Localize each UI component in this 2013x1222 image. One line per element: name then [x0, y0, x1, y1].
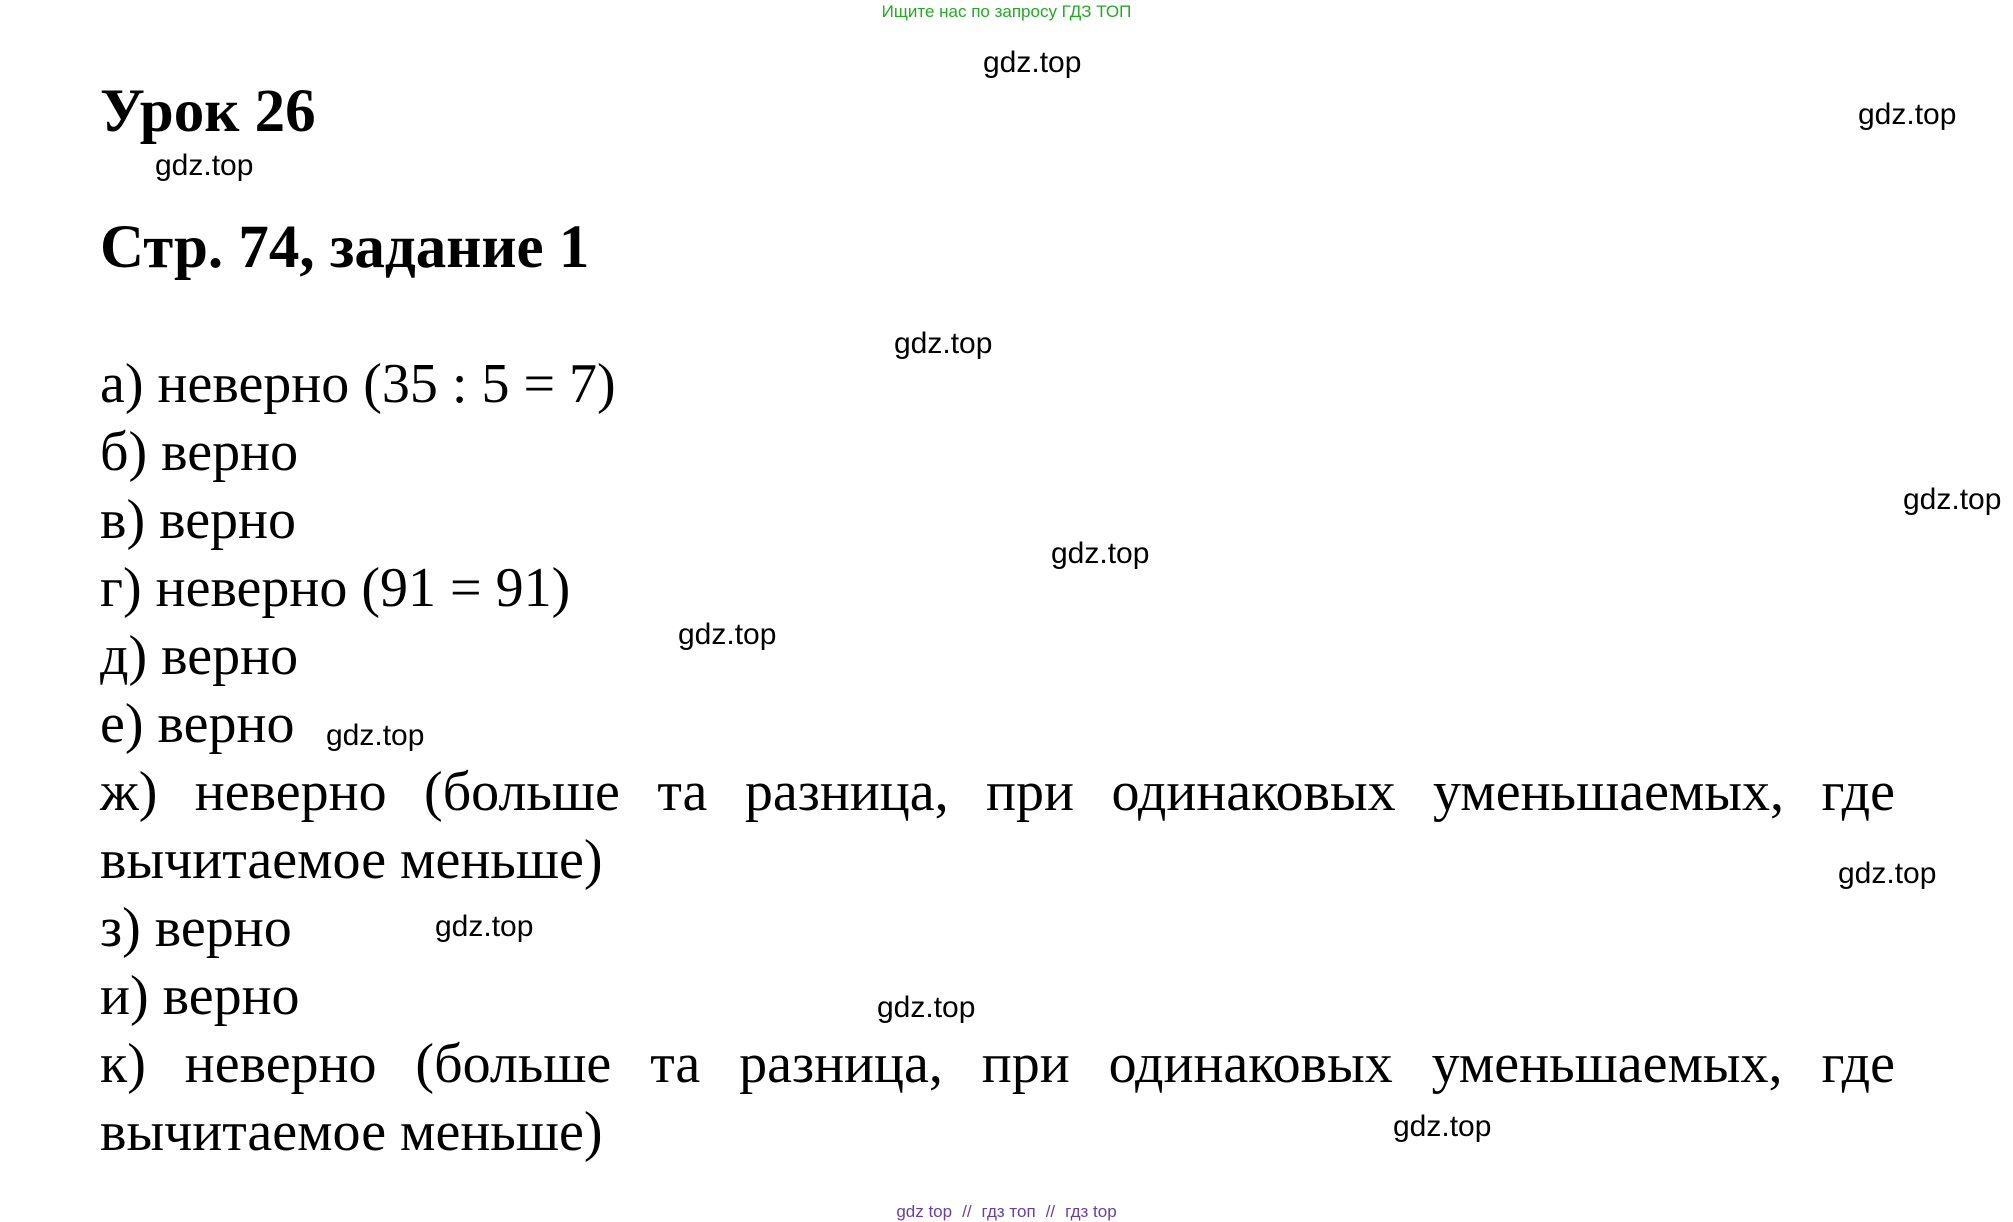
watermark-4: gdz.top	[894, 327, 993, 360]
answer-d: д) верно	[100, 625, 299, 687]
watermark-1: gdz.top	[983, 46, 1082, 79]
watermark-11: gdz.top	[877, 991, 976, 1024]
answer-a: а) неверно (35 : 5 = 7)	[100, 353, 616, 415]
lesson-title: Урок 26	[100, 78, 316, 145]
watermark-10: gdz.top	[435, 910, 534, 943]
answer-b: б) верно	[100, 421, 299, 483]
top-banner[interactable]: Ищите нас по запросу ГДЗ ТОП	[881, 2, 1132, 21]
answer-i: и) верно	[100, 965, 300, 1027]
answers-list	[100, 350, 1895, 1166]
footer-link-1[interactable]: gdz top	[896, 1202, 953, 1221]
answer-e: е) верно	[100, 693, 295, 755]
footer-separator: //	[1045, 1202, 1056, 1221]
answer-v: в) верно	[100, 489, 297, 551]
answer-g: г) неверно (91 = 91)	[100, 557, 571, 619]
footer-separator: //	[962, 1202, 972, 1221]
watermark-2: gdz.top	[1858, 98, 1957, 131]
watermark-3: gdz.top	[155, 149, 254, 182]
watermark-9: gdz.top	[1838, 857, 1937, 890]
answer-z: з) верно	[100, 897, 292, 959]
task-title: Стр. 74, задание 1	[100, 214, 590, 281]
footer-link-2[interactable]: гдз топ	[981, 1202, 1036, 1221]
watermark-12: gdz.top	[1393, 1110, 1492, 1143]
watermark-5: gdz.top	[1903, 483, 2002, 516]
watermark-6: gdz.top	[1051, 537, 1150, 570]
answer-zh: ж) неверно (больше та разница, при одинаковых уменьшаемых, где вычитаемое меньше)	[100, 761, 1895, 891]
footer-link-3[interactable]: гдз top	[1065, 1202, 1117, 1221]
footer-links	[0, 1202, 2013, 1222]
watermark-8: gdz.top	[326, 719, 425, 752]
answer-k: к) неверно (больше та разница, при одинаковых уменьшаемых, где вычитаемое меньше)	[100, 1033, 1895, 1163]
watermark-7: gdz.top	[678, 618, 777, 651]
